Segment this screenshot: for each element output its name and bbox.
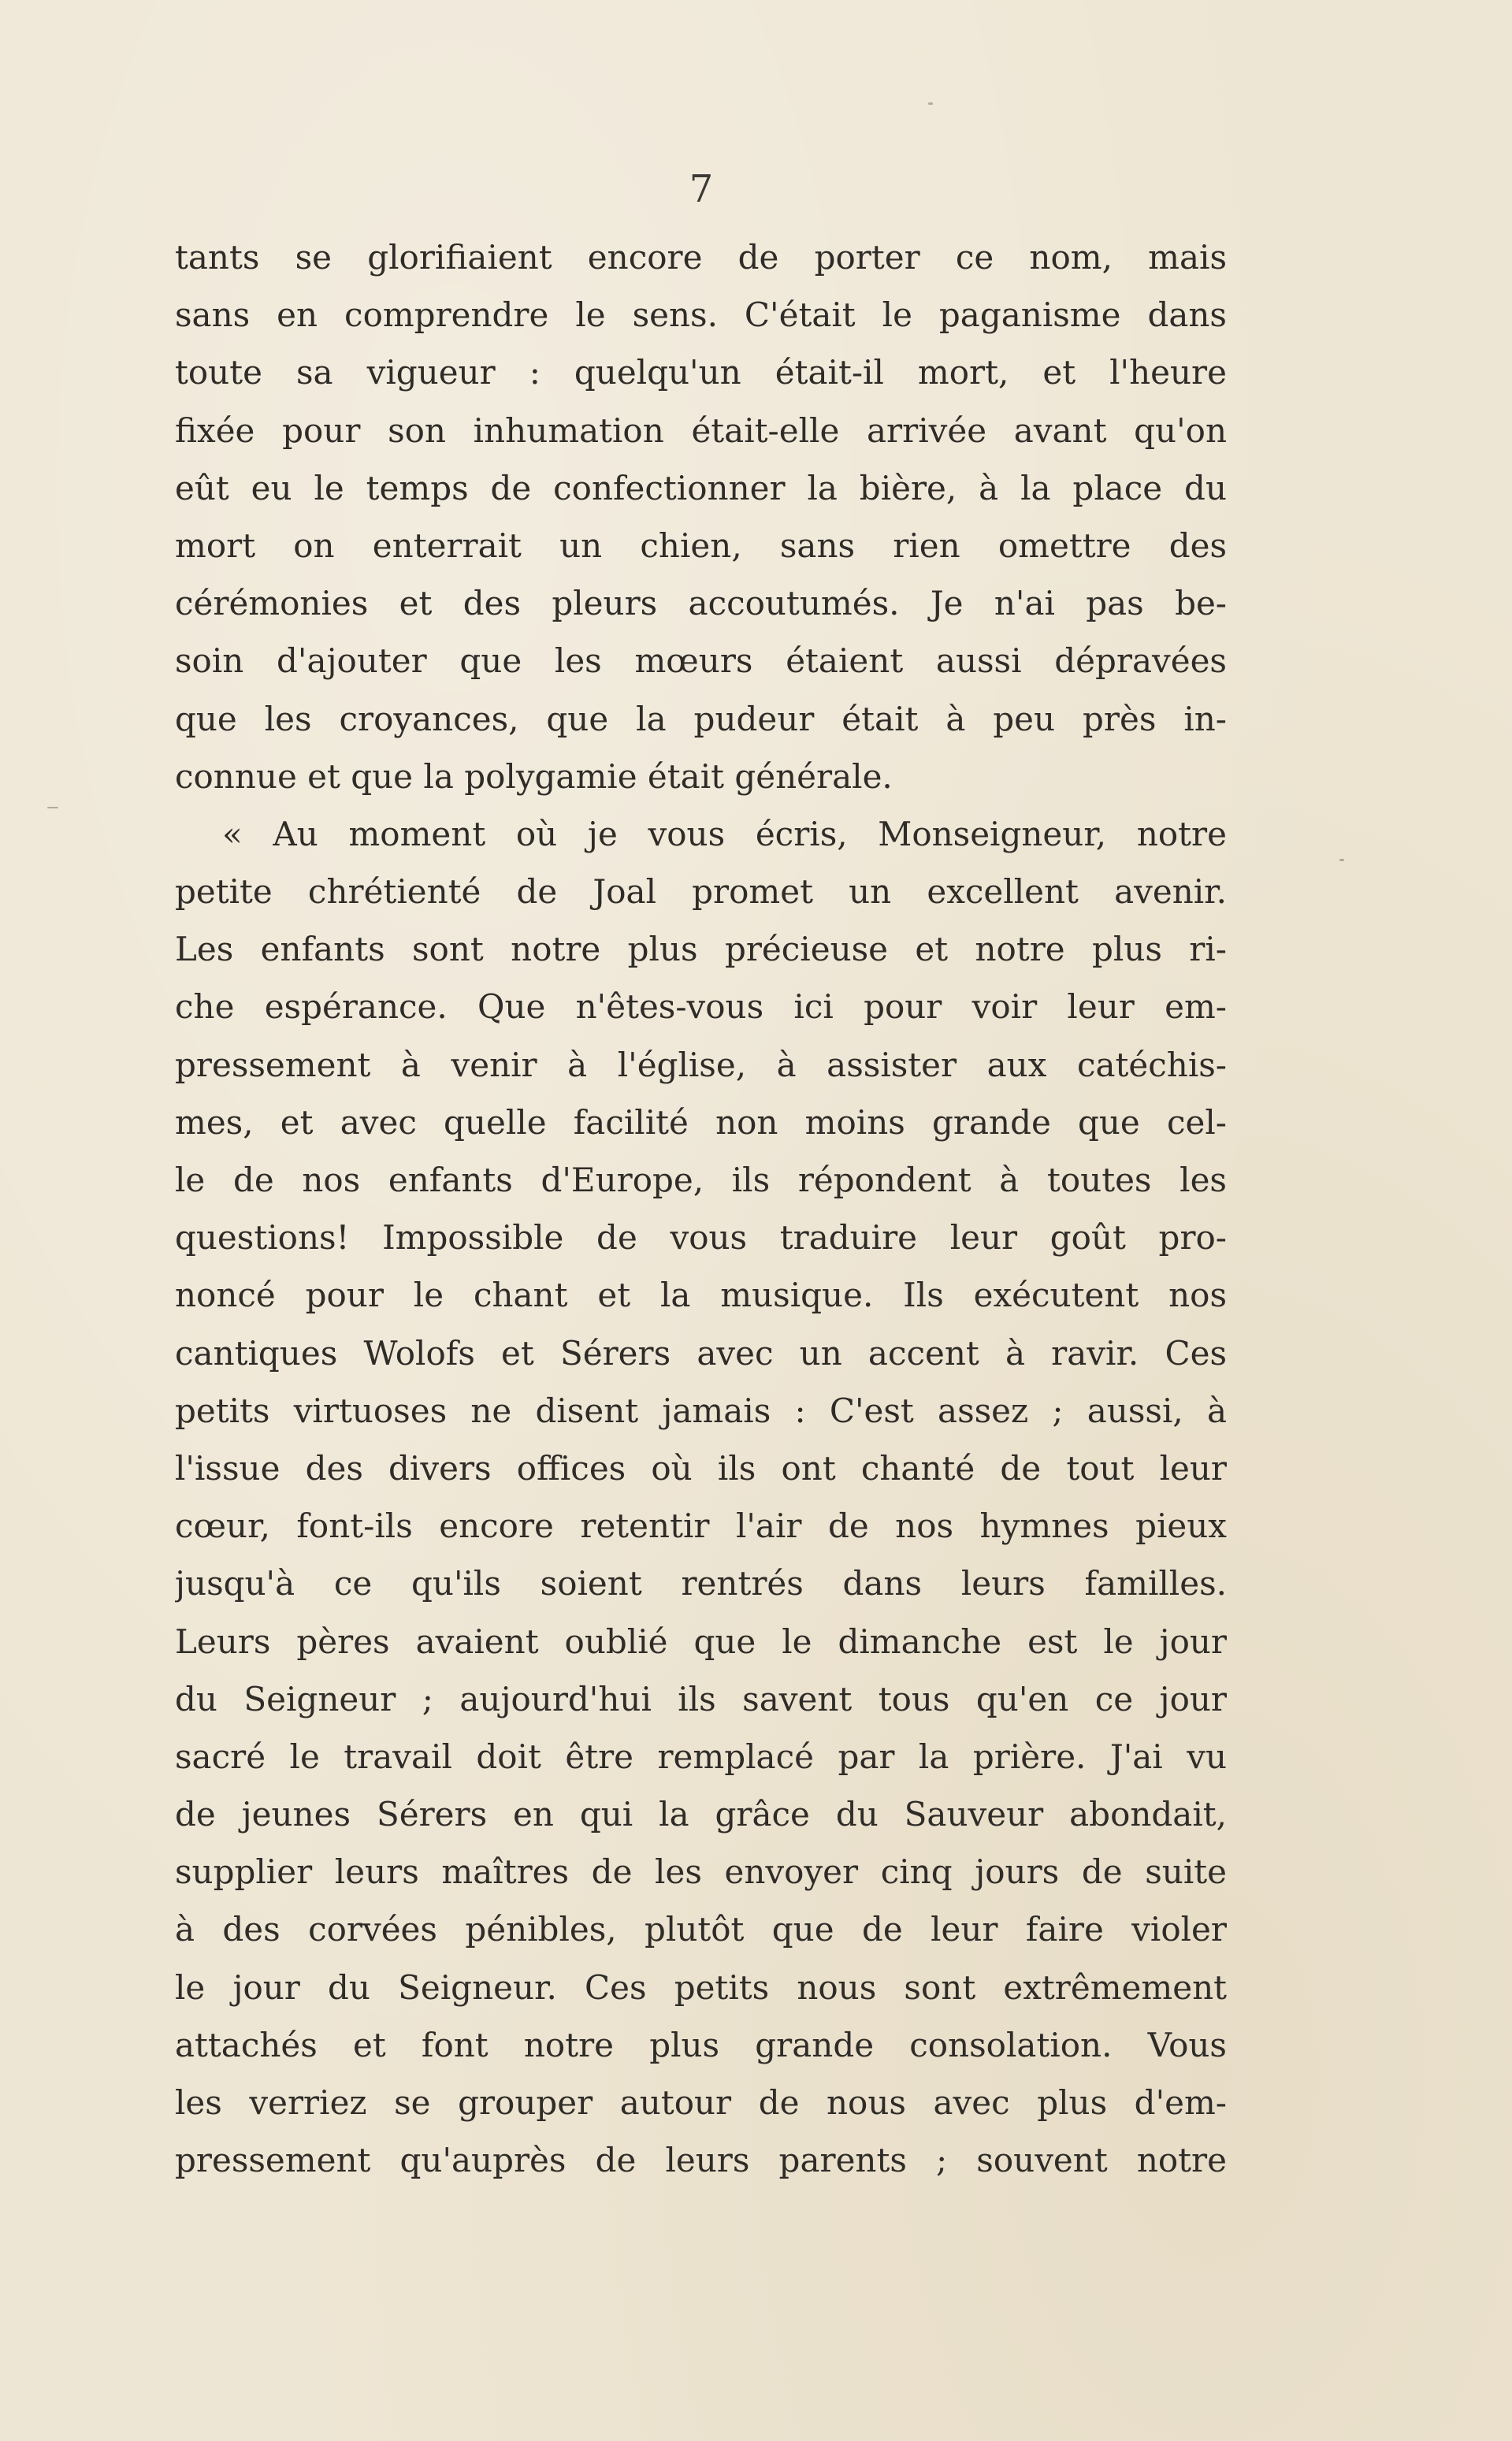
text-line: soin d'ajouter que les mœurs étaient aussi dépravées: [175, 641, 1227, 681]
paper-speck: [47, 807, 58, 808]
text-line: petits virtuoses ne disent jamais : C'est assez ; aussi, à: [175, 1391, 1227, 1430]
paper-speck: [928, 102, 933, 105]
text-line: eût eu le temps de confectionner la bière, à la place du: [175, 468, 1227, 507]
body-text: [175, 228, 1227, 2189]
text-line: mes, et avec quelle facilité non moins grande que cel-: [175, 1102, 1227, 1142]
text-line: noncé pour le chant et la musique. Ils exécutent nos: [175, 1276, 1227, 1315]
text-line: attachés et font notre plus grande consolation. Vous: [175, 2025, 1227, 2064]
text-line: supplier leurs maîtres de les envoyer cinq jours de suite: [175, 1852, 1227, 1892]
text-line: mort on enterrait un chien, sans rien omettre des: [175, 526, 1227, 565]
text-line: cérémonies et des pleurs accoutumés. Je n'ai pas be-: [175, 584, 1227, 623]
text-line: le de nos enfants d'Europe, ils répondent à toutes les: [175, 1161, 1227, 1199]
text-line: que les croyances, que la pudeur était à peu près in-: [175, 699, 1227, 738]
text-line: pressement qu'auprès de leurs parents ; souvent notre: [175, 2141, 1227, 2180]
text-line: le jour du Seigneur. Ces petits nous sont extrêmement: [175, 1967, 1227, 2007]
page-number: 7: [689, 167, 714, 211]
text-line: « Au moment où je vous écris, Monseigneur, notre: [222, 814, 1227, 853]
text-line: pressement à venir à l'église, à assister aux catéchis-: [175, 1045, 1227, 1084]
text-line: sacré le travail doit être remplacé par la prière. J'ai vu: [175, 1737, 1227, 1776]
text-line: questions! Impossible de vous traduire leur goût pro-: [175, 1218, 1227, 1258]
text-line: petite chrétienté de Joal promet un excellent avenir.: [175, 872, 1227, 912]
text-line: de jeunes Sérers en qui la grâce du Sauveur abondait,: [175, 1795, 1227, 1834]
text-line: jusqu'à ce qu'ils soient rentrés dans leurs familles.: [175, 1564, 1227, 1603]
text-line: sans en comprendre le sens. C'était le paganisme dans: [175, 295, 1227, 335]
text-line: connue et que la polygamie était générale.: [175, 756, 893, 796]
text-line: toute sa vigueur : quelqu'un était-il mort, et l'heure: [175, 353, 1227, 392]
text-line: à des corvées pénibles, plutôt que de leur faire violer: [175, 1910, 1227, 1949]
text-line: les verriez se grouper autour de nous avec plus d'em-: [175, 2083, 1227, 2122]
text-line: cantiques Wolofs et Sérers avec un accent à ravir. Ces: [175, 1333, 1227, 1373]
text-line: du Seigneur ; aujourd'hui ils savent tous qu'en ce jour: [175, 1679, 1227, 1718]
text-line: che espérance. Que n'êtes-vous ici pour voir leur em-: [175, 987, 1227, 1027]
text-line: tants se glorifiaient encore de porter ce nom, mais: [175, 238, 1227, 277]
text-line: l'issue des divers offices où ils ont chanté de tout leur: [175, 1448, 1227, 1488]
text-line: cœur, font-ils encore retentir l'air de nos hymnes pieux: [175, 1507, 1227, 1546]
text-line: Leurs pères avaient oublié que le dimanche est le jour: [175, 1622, 1227, 1661]
text-line: Les enfants sont notre plus précieuse et notre plus ri-: [175, 930, 1227, 969]
paper-speck: [1339, 859, 1344, 861]
text-line: fixée pour son inhumation était-elle arrivée avant qu'on: [175, 411, 1227, 450]
